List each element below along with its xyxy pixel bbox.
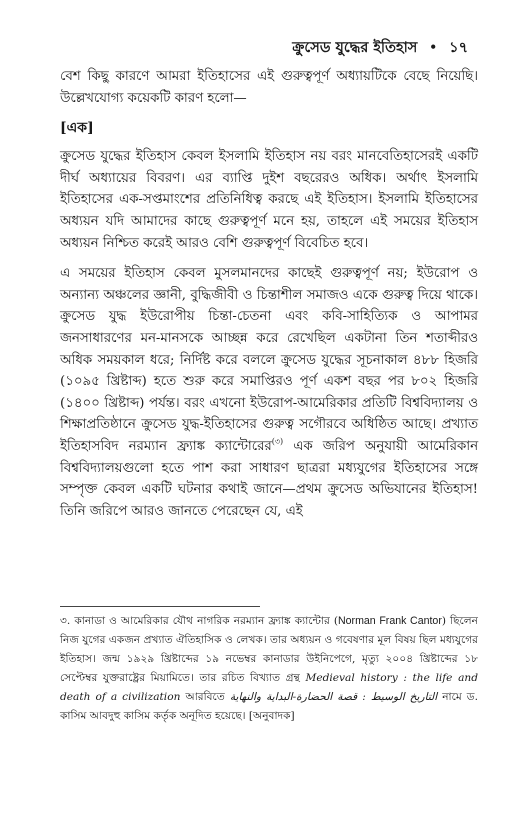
footnote-reference: (৩) [271,436,284,446]
paragraph-2 [60,263,478,522]
footnote-divider [60,606,260,607]
page-number: ১৭ [449,39,468,56]
running-title: ক্রুসেড যুদ্ধের ইতিহাস [292,39,418,56]
paragraph-1: ক্রুসেড যুদ্ধের ইতিহাস কেবল ইসলামি ইতিহাস নয় বরং মানবেতিহাসেরই একটি দীর্ঘ অধ্যায়ের বিবরণ। এর ব্যাপ্তি দুইশ বছরেরও অধিক। অর্থাৎ ইসলামি ইতিহাসের এক-সপ্তমাংশের প্রতিনিধিত্ব করছে এই ইতিহাস। ইসলামি ইতিহাসের অধ্যয়ন যদি আমাদের কাছে গুরুত্বপূর্ণ মনে হয়, তাহলে এই সময়ের ইতিহাস অধ্যয়ন নিশ্চিত করেই আরও বেশি গুরুত্বপূর্ণ বিবেচিত হবে। [60,149,478,251]
footnote-arabic-title: التاريخ الوسيط : قصة الحضارة-البداية والنهاية [229,691,438,703]
footnote-english-name: Norman Frank Cantor [338,615,442,627]
footnote-text-4: নামে ড. কাসিম আবদুহু কাসিম কর্তৃক অনূদিত হয়েছে। [অনুবাদক] [60,691,478,722]
main-text [60,66,478,531]
footnote-book-title: Medieval history : the life and death of a civilization [60,672,479,703]
running-header [60,38,468,57]
section-heading: [এক] [60,120,94,137]
footnote-text-1: কানাডা ও আমেরিকার যৌথ নাগরিক নরম্যান ফ্র্যাঙ্ক ক্যান্টোর ( [70,615,338,627]
footnote-marker: ৩. [60,615,71,627]
footnote-text-3: আরবিতে [180,691,230,703]
intro-paragraph: বেশ কিছু কারণে আমরা ইতিহাসের এই গুরুত্বপূর্ণ অধ্যায়টিকে বেছে নিয়েছি। উল্লেখযোগ্য কয়েকটি কারণ হলো— [60,69,478,106]
header-separator: • [429,40,438,54]
paragraph-2-part-1: এ সময়ের ইতিহাস কেবল মুসলমানদের কাছেই গুরুত্বপূর্ণ নয়; ইউরোপ ও অন্যান্য অঞ্চলের জ্ঞানী, বুদ্ধিজীবী ও চিন্তাশীল সমাজও একে গুরুত্ব দিয়ে থাকে। ক্রুসেড যুদ্ধ ইউরোপীয় চিন্তা-চেতনা এবং কবি-সাহিত্যিক ও আপামর জনসাধারণের মন-মানসকে আচ্ছন্ন করে রেখেছিল একটানা তিন শতাব্দীরও অধিক সময়কাল ধরে; নির্দিষ্ট করে বললে ক্রুসেড যুদ্ধের সূচনাকাল ৪৮৮ হিজরি (১০৯৫ খ্রিষ্টাব্দ) হতে শুরু করে সমাপ্তিরও পূর্ণ একশ বছর পর ৮০২ হিজরি (১৪০০ খ্রিষ্টাব্দ) পর্যন্ত। বরং এখনো ইউরোপ-আমেরিকার প্রতিটি বিশ্ববিদ্যালয় ও শিক্ষাপ্রতিষ্ঠানে ক্রুসেড যুদ্ধ-ইতিহাসের গুরুত্ব সগৌরবে অধিষ্ঠিত আছে। প্রখ্যাত ইতিহাসবিদ নরম্যান ফ্র্যাঙ্ক ক্যান্টোরের [60,266,478,454]
paragraph-2-part-2: এক জরিপ অনুযায়ী আমেরিকান বিশ্ববিদ্যালয়গুলো হতে পাশ করা সাধারণ ছাত্ররা মধ্যযুগের ইতিহাসের সঙ্গে সম্পৃক্ত কেবল একটি ঘটনার কথাই জানে—প্রথম ক্রুসেড অভিযানের ইতিহাস! তিনি জরিপে আরও জানতে পেরেছেন যে, এই [60,438,479,519]
footnote [60,612,478,726]
footnote-text-2: ) ছিলেন নিজ যুগের একজন প্রখ্যাত ঐতিহাসিক ও লেখক। তার অধ্যয়ন ও গবেষণার মূল বিষয় ছিল মধ্যযুগের ইতিহাস। জন্ম ১৯২৯ খ্রিষ্টাব্দের ১৯ নভেম্বর কানাডার উইনিপেগে, মৃত্যু ২০০৪ খ্রিষ্টাব্দের ১৮ সেপ্টেম্বর যুক্তরাষ্ট্রের মিয়ামিতে। তার রচিত বিখ্যাত গ্রন্থ [60,615,478,684]
